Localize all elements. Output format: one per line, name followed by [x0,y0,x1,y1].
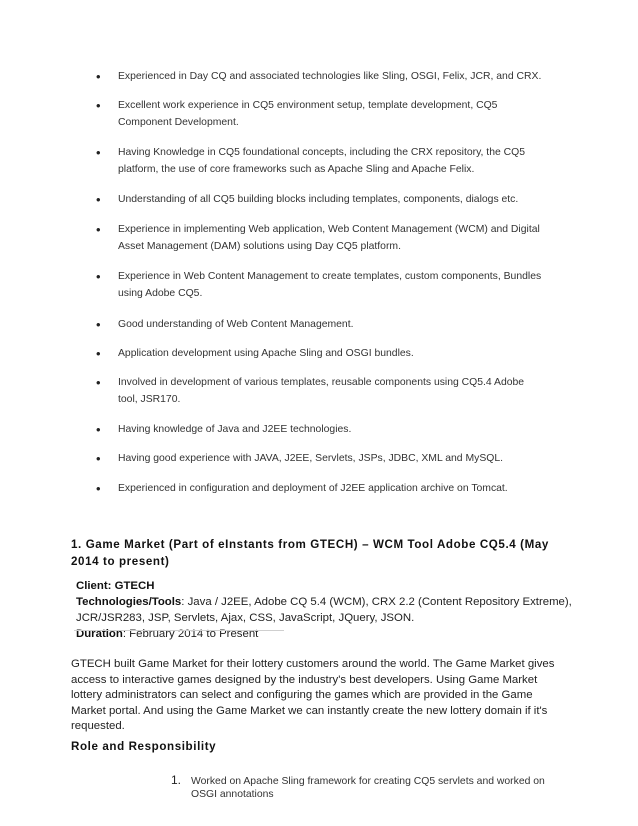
list-item: • Good understanding of Web Content Management. [96,317,354,332]
list-item: • Having Knowledge in CQ5 foundational concepts, including the CRX repository, the CQ5 platform, the use of core frameworks such as Apache Sling and Apache Felix. [96,145,526,175]
list-item: • Having good experience with JAVA, J2EE, Servlets, JSPs, JDBC, XML and MySQL. [96,451,503,466]
list-item: • Experienced in Day CQ and associated technologies like Sling, OSGI, Felix, JCR, and CRX. [96,69,542,84]
list-item: • Experience in implementing Web application, Web Content Management (WCM) and Digital Asset Management (DAM) solutions using Day CQ5 platform. [96,222,540,252]
bullet-icon: • [96,375,101,390]
list-item: • Application development using Apache Sling and OSGI bundles. [96,346,414,361]
bullet-icon: • [96,192,101,207]
bullet-icon: • [96,317,101,332]
client-label: Client: GTECH [76,580,155,592]
list-item: • Experience in Web Content Management to create templates, custom components, Bundles using Adobe CQ5. [96,269,542,299]
bullet-icon: • [96,69,101,84]
bullet-icon: • [96,481,101,496]
list-number: 1. [171,773,182,787]
technologies-label: Technologies/Tools [76,596,182,608]
bullet-icon: • [96,98,101,113]
list-item: • Experienced in configuration and deployment of J2EE application archive on Tomcat. [96,481,508,496]
project-meta [76,578,576,642]
bullet-icon: • [96,346,101,361]
role-item-text: Worked on Apache Sling framework for creating CQ5 servlets and worked on OSGI annotations [191,776,545,800]
project-description: GTECH built Game Market for their lottery customers around the world. The Game Market gives access to interactive games designed by the industry's best developers. Using Game Market lottery administrators can select and configuring the games which are provided in the Game Market portal. And using the Game Market we can instantly create the new lottery domain if it's requested. [71,658,555,733]
bullet-icon: • [96,269,101,284]
list-item: • Understanding of all CQ5 building blocks including templates, components, dialogs etc. [96,192,519,207]
divider [74,630,284,631]
technologies-value: : Java / J2EE, Adobe CQ 5.4 (WCM), CRX 2.2 (Content Repository Extreme), JCR/JSR283, JSP, Servlets, Ajax, CSS, JavaScript, JQuery, JSON. [76,596,572,624]
bullet-icon: • [96,145,101,160]
duration-label: Duration [76,628,123,640]
role-heading: Role and Responsibility [71,740,217,753]
list-item: • Having knowledge of Java and J2EE technologies. [96,422,352,437]
summary-bullet-list [94,68,544,497]
duration-value: : February 2014 to Present [122,628,259,640]
bullet-icon: • [96,451,101,466]
bullet-icon: • [96,222,101,237]
list-item: • Involved in development of various templates, reusable components using CQ5.4 Adobe tool, JSR170. [96,375,525,405]
list-item: • Excellent work experience in CQ5 environment setup, template development, CQ5 Component Development. [96,98,498,128]
role-list-item [171,775,571,801]
project-title: 1. Game Market (Part of eInstants from GTECH) – WCM Tool Adobe CQ5.4 (May 2014 to present) [71,538,549,568]
bullet-icon: • [96,422,101,437]
